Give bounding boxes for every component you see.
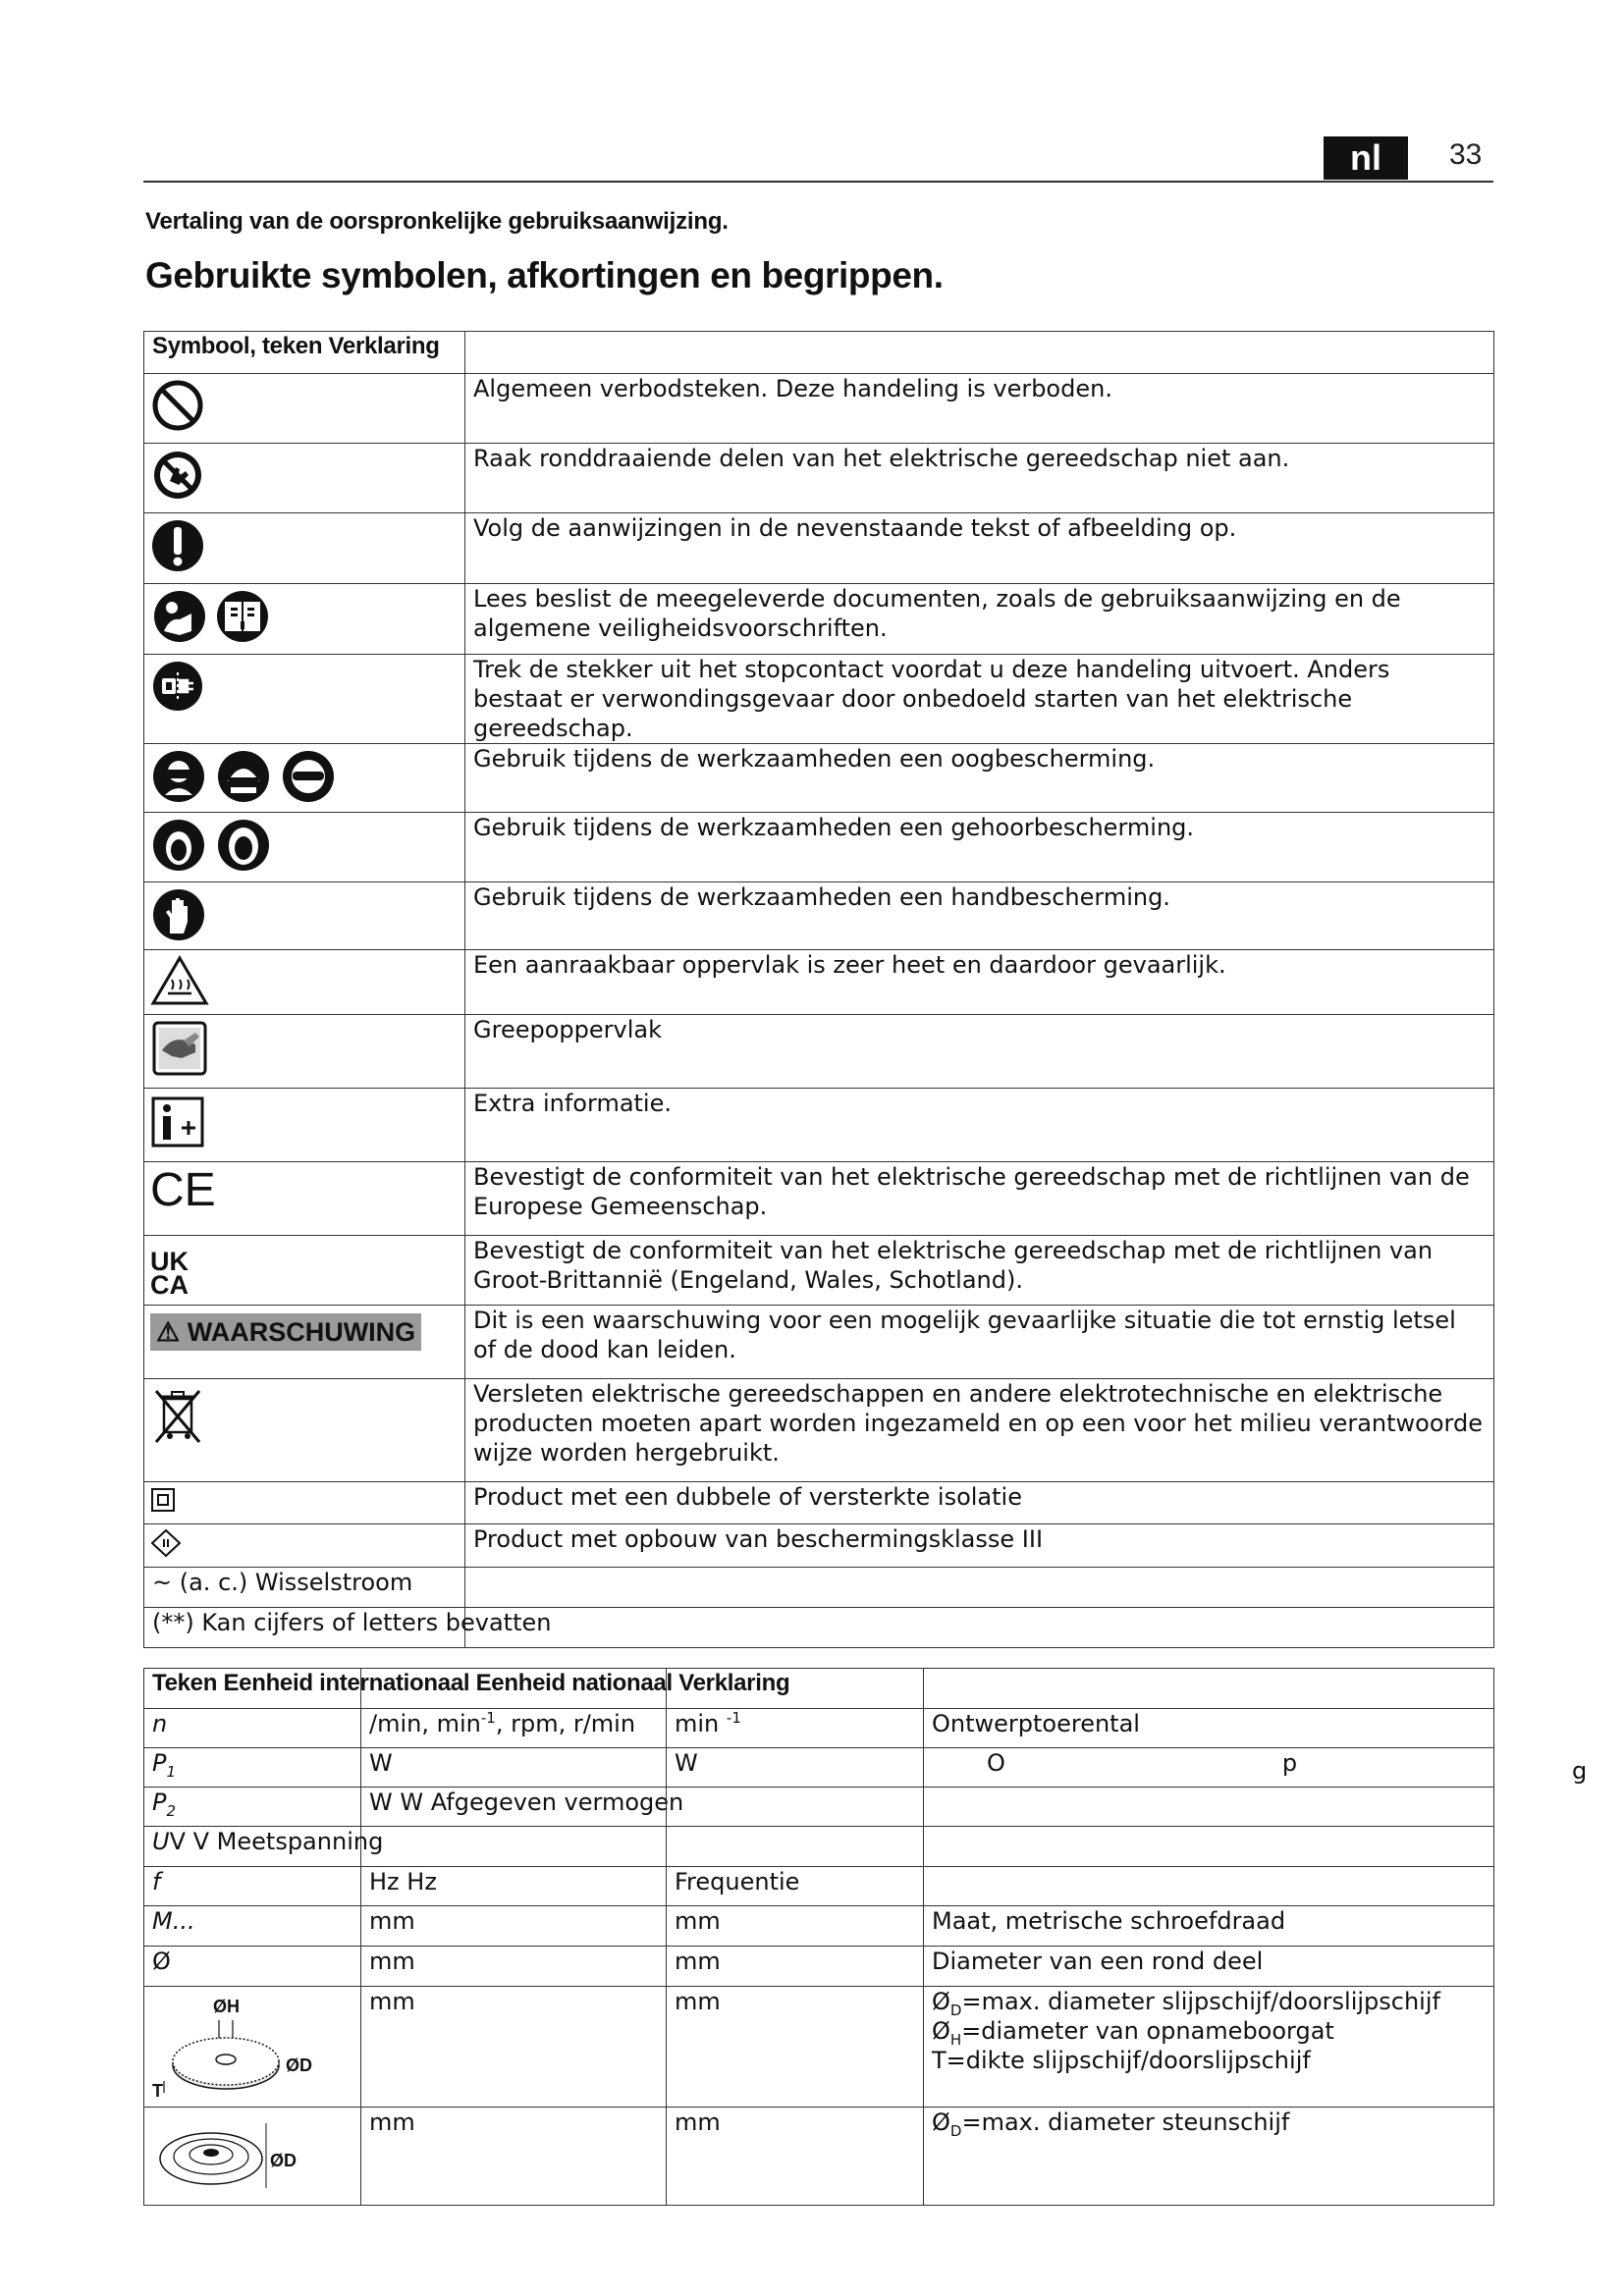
- ukca-mark-icon: UK CA: [150, 1247, 189, 1300]
- table-row: ØH ØD T mm mm $Ø_D=\max$. diameter slijpschijf/doorslijpschijf $Ø_H=diameter$ van opnameboorgat T=dikte slijpschijf/doorslijpschijf: [144, 1987, 1494, 2108]
- symbol-description: Versleten elektrische gereedschappen en andere elektrotechnische en elektrische producten moeten apart worden ingezameld en op een voor het milieu verantwoorde wijze worden hergebruikt.: [465, 1379, 1494, 1482]
- symbol-description: Bevestigt de conformiteit van het elektrische gereedschap met de richtlijnen van Groot-Brittannië (Engeland, Wales, Schotland).: [465, 1236, 1494, 1306]
- language-badge: nl: [1324, 136, 1408, 180]
- page-number: 33: [1449, 138, 1483, 171]
- section-title: Gebruikte symbolen, afkortingen en begrippen.: [145, 255, 944, 295]
- symbol-cell: [144, 374, 465, 444]
- table-row: n /min, $\min^{-1}$, rpm, r/min min $^{-1}$ Ontwerptoerental: [144, 1709, 1494, 1748]
- symbols-table: [143, 331, 1494, 1648]
- weee-bin-icon: [150, 1383, 205, 1446]
- symbol-description: Product met opbouw van beschermingsklasse III: [465, 1524, 1494, 1568]
- table-row: UV V Meetspanning: [144, 1827, 1494, 1867]
- table-row: M... mm mm Maat, metrische schroefdraad: [144, 1906, 1494, 1947]
- symbol-description: Gebruik tijdens de werkzaamheden een handbescherming.: [465, 882, 1494, 950]
- symbols-table-header: Symbool, teken Verklaring: [144, 332, 465, 374]
- symbol-description: Volg de aanwijzingen in de nevenstaande tekst of afbeelding op.: [465, 513, 1494, 584]
- mandatory-exclamation-icon: [150, 517, 205, 574]
- backing-pad-diagram-icon: [150, 2111, 317, 2200]
- table-row: ØD mm mm $Ø_D=\max$. diameter steunschijf: [144, 2108, 1494, 2206]
- hot-surface-icon: [150, 954, 209, 1007]
- pad-od-label: ØD: [270, 2151, 297, 2170]
- eye-protection-icon: [150, 748, 337, 805]
- stray-character: g: [1572, 1757, 1588, 1785]
- ce-mark-icon: CE: [150, 1164, 216, 1216]
- grip-surface-icon: [150, 1019, 209, 1078]
- unplug-icon: [150, 659, 205, 714]
- info-icon: [150, 1093, 205, 1149]
- disc-t-label: T: [152, 2081, 163, 2101]
- symbol-description: Trek de stekker uit het stopcontact voordat u deze handeling uitvoert. Anders bestaat er verwondingsgevaar door onbedoeld starten van het elektrische gereedschap.: [465, 655, 1494, 744]
- symbol-description: Gebruik tijdens de werkzaamheden een gehoorbescherming.: [465, 813, 1494, 882]
- disc-od-label: ØD: [286, 2056, 312, 2075]
- table-row: $P_2$ W W Afgegeven vermogen: [144, 1788, 1494, 1827]
- document-subtitle: Vertaling van de oorspronkelijke gebruiksaanwijzing.: [145, 208, 729, 235]
- ear-protection-icon: [150, 817, 272, 874]
- symbol-description: Een aanraakbaar oppervlak is zeer heet en daardoor gevaarlijk.: [465, 950, 1494, 1015]
- class-iii-icon: [150, 1528, 182, 1558]
- prohibition-icon: [150, 378, 205, 433]
- table-row: $P_1$ W W O p: [144, 1748, 1494, 1788]
- units-table-header: Teken Eenheid internationaal Eenheid nationaal Verklaring: [144, 1669, 361, 1709]
- symbol-description: Dit is een waarschuwing voor een mogelijk gevaarlijke situatie die tot ernstig letsel of de dood kan leiden.: [465, 1306, 1494, 1379]
- symbol-description: Greepoppervlak: [465, 1015, 1494, 1089]
- read-manual-icon: [150, 588, 278, 645]
- class-ii-icon: [150, 1486, 178, 1514]
- warning-label-icon: ⚠ WAARSCHUWING: [150, 1313, 421, 1351]
- grinding-disc-diagram-icon: [150, 1991, 317, 2101]
- symbol-description: Extra informatie.: [465, 1089, 1494, 1162]
- placeholder-characters-row: (**) Kan cijfers of letters bevatten: [144, 1608, 465, 1648]
- symbol-description: Algemeen verbodsteken. Deze handeling is verboden.: [465, 374, 1494, 444]
- alternating-current-row: ~ (a. c.) Wisselstroom: [144, 1568, 465, 1608]
- header-rule: [143, 181, 1493, 183]
- hand-protection-icon: [150, 886, 207, 943]
- symbol-description: Product met een dubbele of versterkte isolatie: [465, 1482, 1494, 1524]
- table-row: f Hz Hz Frequentie: [144, 1867, 1494, 1906]
- units-table: [143, 1668, 1494, 2206]
- symbol-description: Gebruik tijdens de werkzaamheden een oogbescherming.: [465, 744, 1494, 813]
- table-row: Ø mm mm Diameter van een rond deel: [144, 1947, 1494, 1987]
- symbol-description: Raak ronddraaiende delen van het elektrische gereedschap niet aan.: [465, 444, 1494, 513]
- symbol-description: Lees beslist de meegeleverde documenten, zoals de gebruiksaanwijzing en de algemene veiligheidsvoorschriften.: [465, 584, 1494, 655]
- do-not-touch-rotating-parts-icon: [150, 448, 205, 503]
- symbol-description: Bevestigt de conformiteit van het elektrische gereedschap met de richtlijnen van de Europese Gemeenschap.: [465, 1162, 1494, 1236]
- disc-oh-label: ØH: [213, 1997, 240, 2016]
